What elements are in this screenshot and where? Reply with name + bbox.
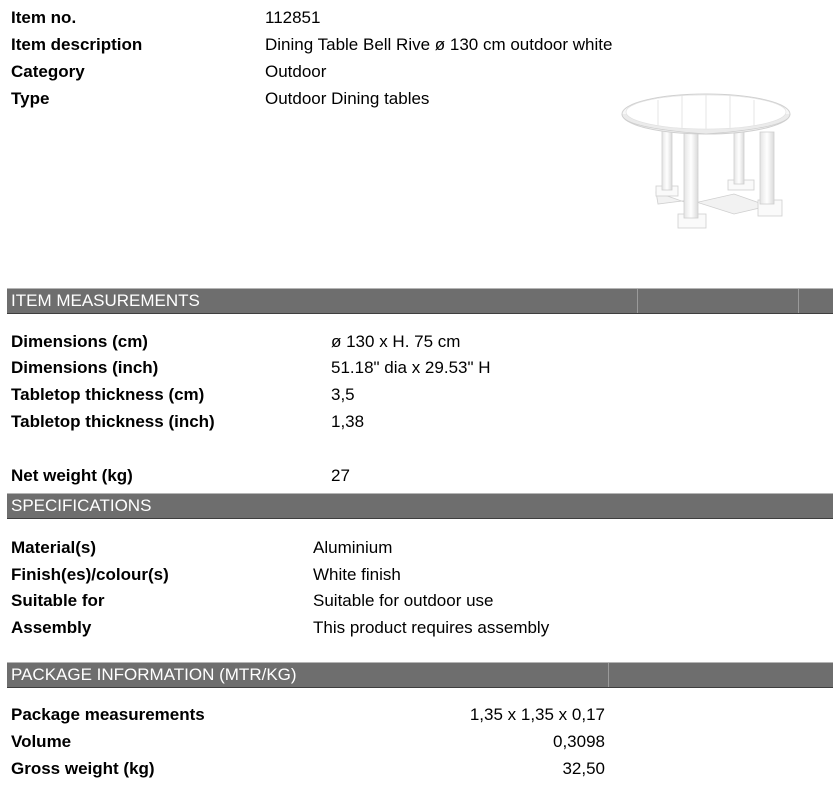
package-information-title: PACKAGE INFORMATION (MTR/KG) — [11, 665, 297, 684]
category-value: Outdoor — [265, 62, 327, 81]
specifications-title: SPECIFICATIONS — [11, 496, 152, 515]
assembly-value: This product requires assembly — [313, 618, 550, 637]
item-no-label: Item no. — [11, 8, 77, 27]
item-measurements-header — [7, 288, 833, 314]
finish-value: White finish — [313, 565, 401, 584]
dimensions-cm-label: Dimensions (cm) — [11, 332, 148, 351]
dimensions-cm-value: ø 130 x H. 75 cm — [331, 332, 461, 351]
materials-value: Aluminium — [313, 538, 393, 557]
type-value: Outdoor Dining tables — [265, 89, 430, 108]
materials-label: Material(s) — [11, 538, 97, 557]
tabletop-thickness-inch-label: Tabletop thickness (inch) — [11, 412, 215, 431]
volume-value: 0,3098 — [553, 732, 605, 751]
net-weight-value: 27 — [331, 466, 350, 485]
suitable-for-value: Suitable for outdoor use — [313, 591, 494, 610]
volume-label: Volume — [11, 732, 72, 751]
tabletop-thickness-inch-value: 1,38 — [331, 412, 365, 431]
tabletop-thickness-cm-value: 3,5 — [331, 385, 355, 404]
assembly-label: Assembly — [11, 618, 92, 637]
package-measurements-value: 1,35 x 1,35 x 0,17 — [469, 705, 605, 724]
tabletop-thickness-cm-label: Tabletop thickness (cm) — [11, 385, 205, 404]
item-description-value: Dining Table Bell Rive ø 130 cm outdoor white — [265, 35, 613, 54]
gross-weight-label: Gross weight (kg) — [11, 759, 155, 778]
gross-weight-value: 32,50 — [562, 759, 605, 778]
item-description-label: Item description — [11, 35, 143, 54]
item-measurements-title: ITEM MEASUREMENTS — [11, 291, 200, 310]
net-weight-label: Net weight (kg) — [11, 466, 133, 485]
category-label: Category — [11, 62, 85, 81]
dimensions-inch-label: Dimensions (inch) — [11, 358, 159, 377]
product-table-image — [618, 88, 793, 236]
finish-label: Finish(es)/colour(s) — [11, 565, 169, 584]
header-divider — [637, 289, 638, 313]
type-label: Type — [11, 89, 50, 108]
item-no-value: 112851 — [265, 8, 321, 27]
package-information-header — [7, 662, 833, 688]
specifications-header — [7, 493, 833, 519]
dimensions-inch-value: 51.18" dia x 29.53" H — [331, 358, 491, 377]
suitable-for-label: Suitable for — [11, 591, 105, 610]
package-measurements-label: Package measurements — [11, 705, 205, 724]
header-divider — [798, 289, 799, 313]
header-divider — [608, 663, 609, 687]
